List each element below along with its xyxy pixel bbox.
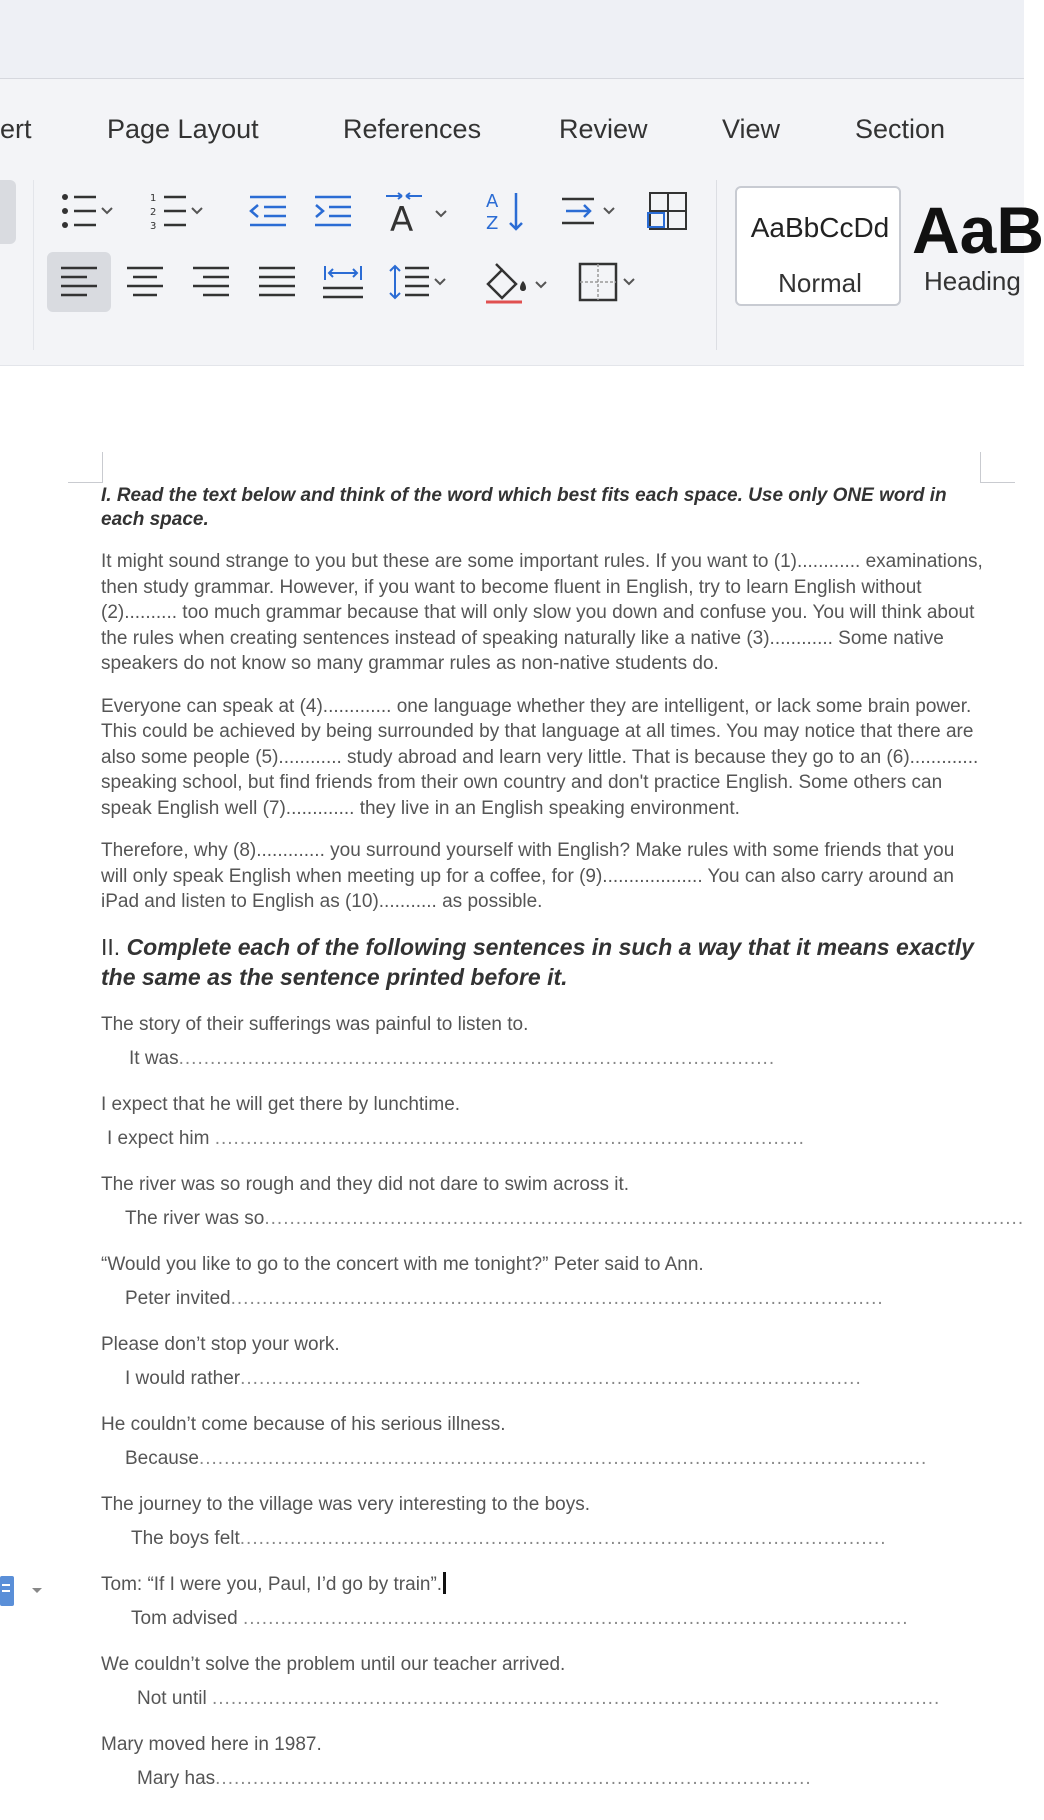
answer-blank[interactable]: .............................................................................................. <box>214 1128 805 1149</box>
answer-prompt: The boys felt <box>131 1528 240 1549</box>
question-text: Tom: “If I were you, Paul, I’d go by train”. <box>101 1573 443 1595</box>
exercise-question: We couldn’t solve the problem until our teacher arrived. <box>101 1653 566 1675</box>
section-2-number: II. <box>101 933 121 960</box>
sort-icon[interactable] <box>480 183 536 239</box>
menu-view[interactable]: View <box>722 114 781 144</box>
svg-text:Z: Z <box>486 213 499 234</box>
exercise-answer-line[interactable] <box>101 1686 983 1712</box>
document-content[interactable] <box>101 484 1025 1812</box>
svg-text:2: 2 <box>150 207 157 218</box>
svg-text:1: 1 <box>150 193 157 204</box>
align-left-icon[interactable] <box>47 252 111 312</box>
answer-blank[interactable]: ........................................................................................................ <box>230 1288 884 1309</box>
style-heading-preview: AaB <box>912 193 1044 267</box>
exercise-answer-line[interactable] <box>101 1206 1025 1232</box>
section-1-instruction: I. Read the text below and think of the word which best fits each space. Use only ONE word in each space. <box>101 485 947 530</box>
borders-icon[interactable] <box>574 254 646 310</box>
shading-icon[interactable] <box>478 254 558 310</box>
answer-prompt: Not until <box>137 1688 207 1709</box>
table-icon[interactable] <box>640 183 696 239</box>
increase-indent-icon[interactable] <box>305 183 361 239</box>
numbered-list-icon[interactable] <box>146 183 216 239</box>
svg-text:A: A <box>390 200 414 240</box>
answer-prompt: Because <box>125 1448 199 1469</box>
toolbar-separator <box>716 180 717 350</box>
decrease-indent-icon[interactable] <box>240 183 296 239</box>
title-bar <box>0 0 1024 79</box>
align-right-icon[interactable] <box>183 254 239 310</box>
menu-review[interactable]: Review <box>559 114 648 144</box>
menu-insert[interactable]: ert <box>0 114 32 144</box>
answer-blank[interactable]: ................................................................................................... <box>240 1368 862 1389</box>
exercise-question: The journey to the village was very interesting to the boys. <box>101 1493 590 1515</box>
font-size-icon[interactable] <box>378 183 458 239</box>
answer-blank[interactable]: ....................................................................................................... <box>239 1528 887 1549</box>
passage-paragraph: Therefore, why (8)............. you surround yourself with English? Make rules with some friends that you will only speak English when meeting up for a coffee, for (9)................... You can also carry around an iPad and listen to English as (10)........... as possible. <box>101 840 955 912</box>
answer-prompt: The river was so <box>125 1208 265 1229</box>
answer-blank[interactable]: .................................................................................................................... <box>198 1448 928 1469</box>
svg-text:A: A <box>486 191 499 212</box>
text-cursor <box>443 1572 446 1594</box>
answer-blank[interactable]: .......................................................................................................... <box>242 1608 909 1629</box>
exercise-question: He couldn’t come because of his serious illness. <box>101 1413 506 1435</box>
section-2-instruction-text: Complete each of the following sentences in such a way that it means exactly the same as the sentence printed before it. <box>101 933 974 990</box>
answer-blank[interactable]: ......................................................................................................................... <box>264 1208 1025 1229</box>
answer-prompt: It was <box>129 1048 179 1069</box>
answer-prompt: I would rather <box>125 1368 241 1389</box>
menu-section[interactable]: Section <box>855 114 946 144</box>
answer-prompt: Tom advised <box>131 1608 238 1629</box>
style-heading-label: Heading <box>924 266 1021 296</box>
line-spacing-icon[interactable] <box>556 183 628 239</box>
exercise-answer-line[interactable] <box>101 1046 983 1072</box>
style-normal-preview: AaBbCcDd <box>750 212 890 243</box>
exercise-question: I expect that he will get there by lunchtime. <box>101 1093 461 1115</box>
style-normal[interactable] <box>735 186 901 306</box>
answer-blank[interactable]: ............................................................................................... <box>178 1048 776 1069</box>
exercise-answer-line[interactable] <box>101 1606 983 1632</box>
answer-prompt: Mary has <box>137 1768 216 1789</box>
page-corner-mark <box>980 452 1015 483</box>
exercise-question: The river was so rough and they did not dare to swim across it. <box>101 1173 630 1195</box>
section-2-instruction <box>101 932 983 992</box>
justify-icon[interactable] <box>249 254 305 310</box>
menu-page-layout[interactable]: Page Layout <box>107 114 259 144</box>
exercise-question: The story of their sufferings was painful to listen to. <box>101 1013 529 1035</box>
answer-blank[interactable]: .................................................................................................................... <box>211 1688 941 1709</box>
answer-prompt: Peter invited <box>125 1288 231 1309</box>
font-dropdown-stub[interactable] <box>0 180 16 244</box>
exercise-answer-line[interactable] <box>101 1286 983 1312</box>
passage-paragraph: It might sound strange to you but these are some important rules. If you want to (1)............ examinations, then study grammar. However, if you want to become fluent in English, try to learn English without (2).......... too much grammar because that will only slow you down and confuse you. You will think about the rules when creating sentences instead of speaking naturally like a native (3)............ Some native speakers do not know so many grammar rules as non-native students do. <box>101 551 983 674</box>
exercise-answer-line[interactable] <box>101 1366 983 1392</box>
distribute-icon[interactable] <box>315 254 371 310</box>
bullet-list-icon[interactable] <box>56 183 126 239</box>
svg-text:3: 3 <box>150 221 157 232</box>
exercise-question <box>101 1572 983 1598</box>
exercise-question: “Would you like to go to the concert with me tonight?” Peter said to Ann. <box>101 1253 704 1275</box>
exercise-answer-line[interactable] <box>101 1766 983 1792</box>
exercise-answer-line[interactable] <box>101 1526 983 1552</box>
exercise-answer-line[interactable] <box>101 1446 983 1472</box>
style-heading[interactable] <box>910 186 1044 306</box>
document-icon[interactable] <box>0 1572 52 1617</box>
exercise-answer-line[interactable] <box>101 1126 983 1152</box>
exercise-question: Mary moved here in 1987. <box>101 1733 322 1755</box>
paragraph-spacing-icon[interactable] <box>385 254 457 310</box>
page-corner-mark <box>68 452 103 483</box>
answer-prompt: I expect him <box>107 1128 210 1149</box>
toolbar-separator <box>33 180 34 350</box>
style-normal-label: Normal <box>778 268 862 298</box>
answer-blank[interactable]: ............................................................................................... <box>215 1768 812 1789</box>
align-center-icon[interactable] <box>117 254 173 310</box>
exercise-question: Please don’t stop your work. <box>101 1333 340 1355</box>
passage-paragraph: Everyone can speak at (4)............. one language whether they are intelligent, or lack some brain power. This could be achieved by being surrounded by that language at all times. You may notice that there are also some people (5)............ study abroad and learn very little. That is because they go to an (6)............. speaking school, but find friends from their own country and don't practice English. Some others can speak English well (7)............. they live in an English speaking environment. <box>101 695 979 819</box>
menu-references[interactable]: References <box>343 114 482 144</box>
